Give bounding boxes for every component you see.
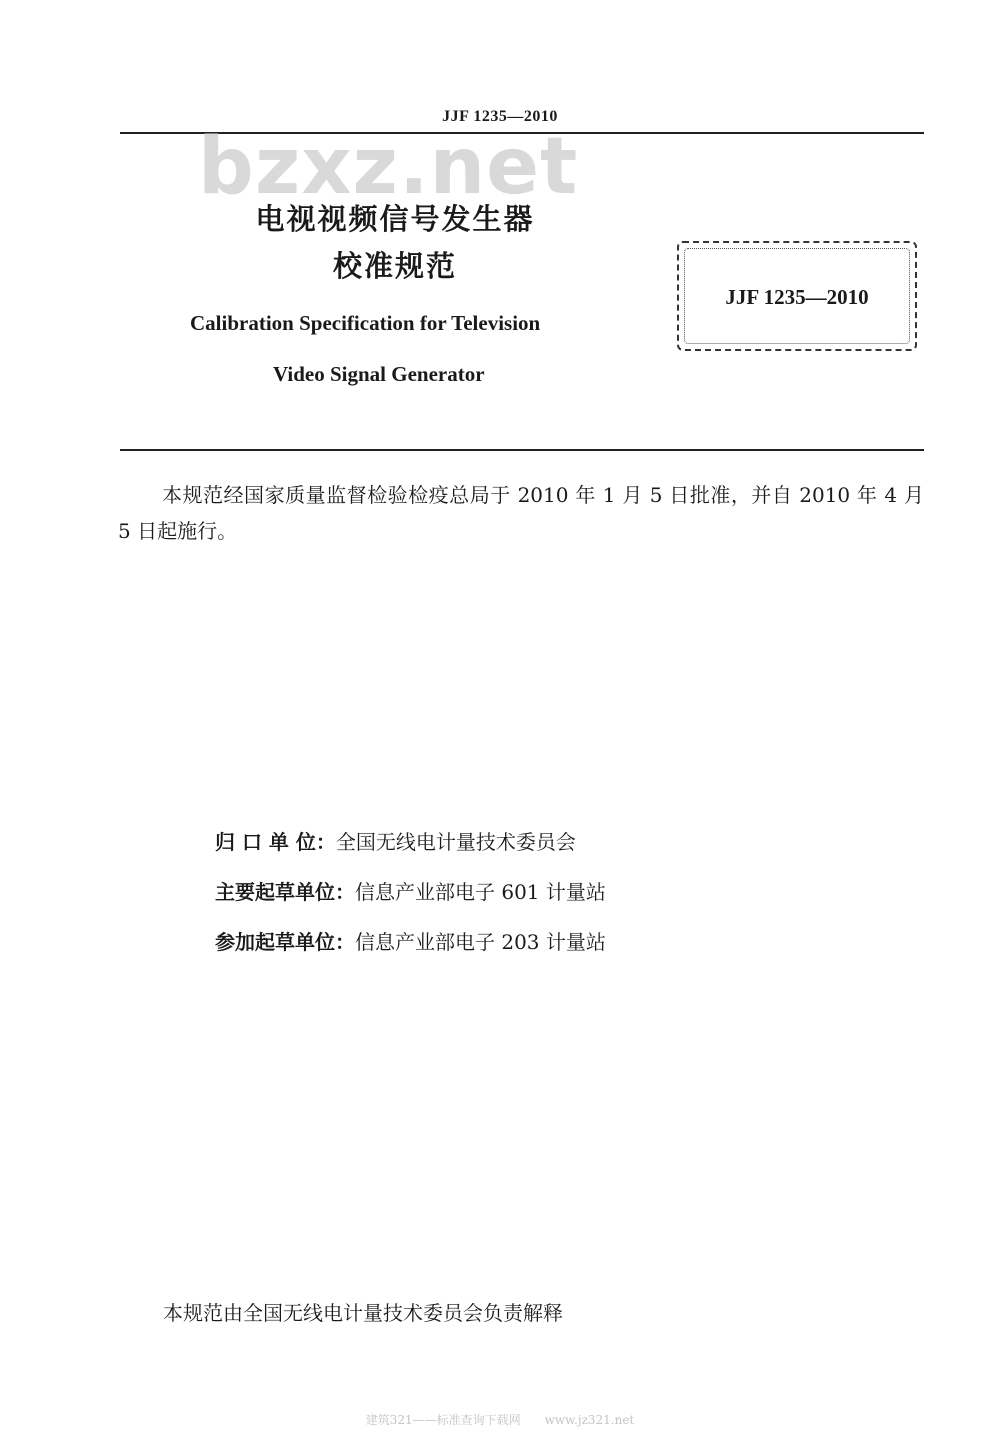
unit-label: 主要起草单位：: [215, 880, 355, 904]
watermark-text: bzxz.net: [198, 122, 579, 212]
unit-label: 归 口 单 位：: [215, 830, 336, 854]
title-chinese-line-1: 电视视频信号发生器: [255, 202, 535, 236]
standard-code-box: [677, 241, 917, 351]
title-chinese-line-2: 校准规范: [332, 249, 457, 283]
approval-paragraph: 本规范经国家质量监督检验检疫总局于 2010 年 1 月 5 日批准，并自 2010 年 4 月 5 日起施行。: [118, 483, 924, 543]
unit-row-participating-drafting: [215, 932, 606, 952]
title-english-line-1: Calibration Specification for Television: [190, 311, 541, 335]
code-box-text: JJF 1235—2010: [725, 285, 869, 309]
title-english-line-2: Video Signal Generator: [273, 362, 485, 386]
unit-row-responsible: [215, 832, 576, 852]
footer-source-note: 建筑321——标准查询下载网 www.jz321.net: [365, 1413, 635, 1427]
unit-row-main-drafting: [215, 882, 606, 902]
unit-value: 信息产业部电子 203 计量站: [355, 930, 606, 954]
unit-value: 信息产业部电子 601 计量站: [355, 880, 606, 904]
unit-label: 参加起草单位：: [215, 930, 355, 954]
bottom-divider: [120, 449, 924, 451]
header-standard-code: JJF 1235—2010: [442, 108, 558, 125]
unit-value: 全国无线电计量技术委员会: [335, 830, 576, 854]
interpretation-note: 本规范由全国无线电计量技术委员会负责解释: [163, 1301, 563, 1325]
